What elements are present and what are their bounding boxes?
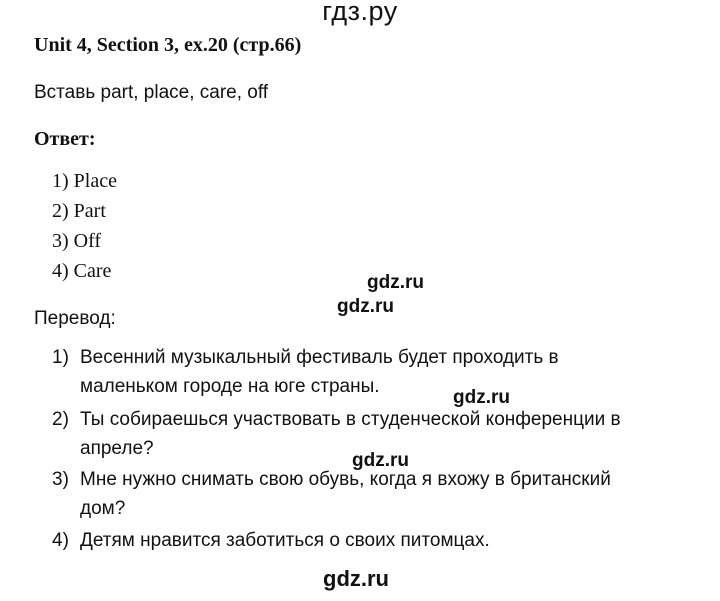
watermark: gdz.ru [337,296,394,317]
exercise-title: Unit 4, Section 3, ex.20 (стр.66) [34,34,302,56]
answer-item: 1) Place [52,170,117,192]
watermark-footer: gdz.ru [323,566,389,591]
translation-line: апреле? [80,438,154,459]
translation-number: 4) [52,530,69,551]
translation-number: 3) [52,469,69,490]
site-watermark-header: гдз.ру [322,0,398,26]
watermark: gdz.ru [367,272,424,293]
watermark: gdz.ru [453,387,510,408]
instruction-text: Вставь part, place, care, off [34,82,269,103]
watermark: gdz.ru [352,450,409,471]
translation-line: Детям нравится заботиться о своих питомцах. [80,530,490,551]
translation-line: Весенний музыкальный фестиваль будет проходить в [80,347,559,368]
answer-item: 4) Care [52,260,112,282]
answer-item: 3) Off [52,230,102,252]
answer-item: 2) Part [52,200,106,222]
translation-label: Перевод: [34,308,116,329]
translation-line: дом? [80,498,126,519]
translation-line: Мне нужно снимать свою обувь, когда я вхожу в британский [80,469,611,490]
answer-label: Ответ: [34,128,96,150]
translation-line: Ты собираешься участвовать в студенческой конференции в [80,409,621,430]
translation-number: 2) [52,409,69,430]
translation-number: 1) [52,347,69,368]
translation-line: маленьком городе на юге страны. [80,376,380,397]
